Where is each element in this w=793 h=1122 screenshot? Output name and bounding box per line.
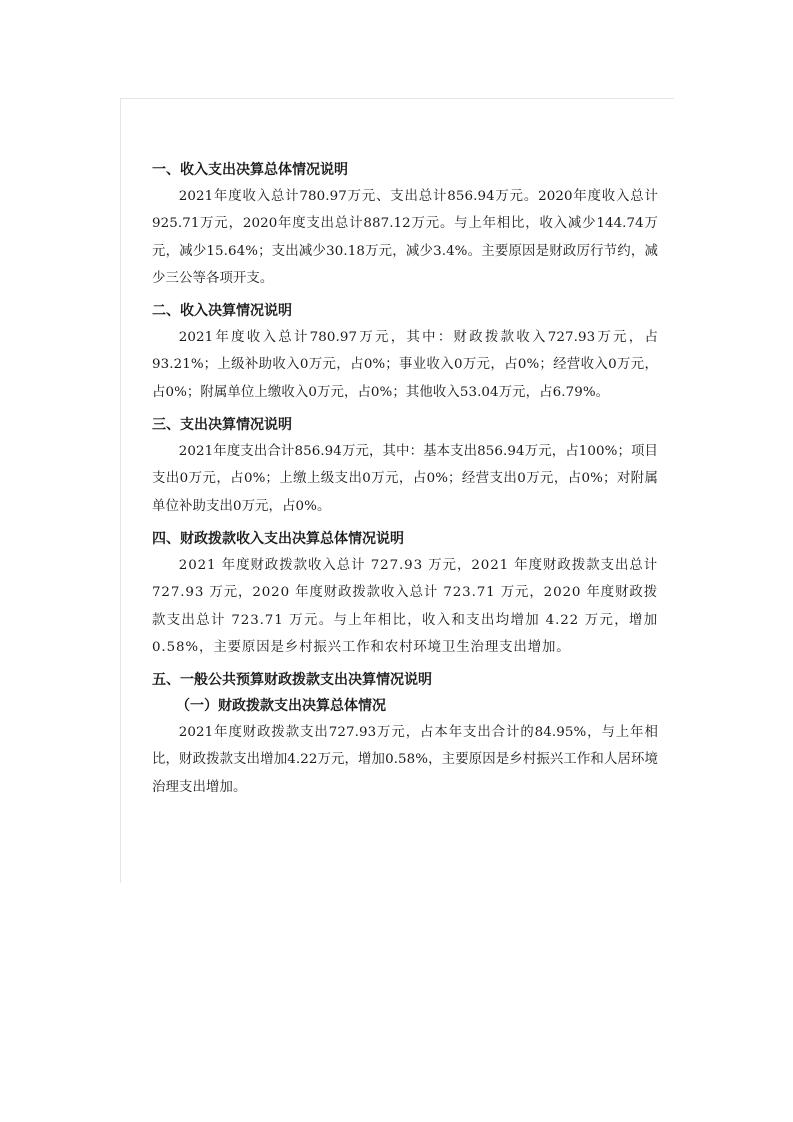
paragraph-fiscal-allocation-overview: 2021 年度财政拨款收入总计 727.93 万元，2021 年度财政拨款支出总计 727.93 万元，2020 年度财政拨款收入总计 723.71 万元，2020 年度财政拨款支出总计 723.71 万元。与上年相比，收入和支出均增加 4.22 万元，增加 0.58%，主要原因是乡村振兴工作和农村环境卫生治理支出增加。 [152, 557, 658, 655]
document-body [152, 160, 658, 810]
section-heading-general-public-budget: 五、一般公共预算财政拨款支出决算情况说明 [152, 672, 432, 689]
sub-heading-fiscal-expenditure-overview: （一）财政拨款支出决算总体情况 [176, 698, 386, 715]
section-heading-income-expenditure-overview: 一、收入支出决算总体情况说明 [152, 162, 348, 178]
section-heading-fiscal-allocation-overview: 四、财政拨款收入支出决算总体情况说明 [152, 530, 404, 547]
paragraph-fiscal-expenditure-overview: 2021年度财政拨款支出727.93万元，占本年支出合计的84.95%，与上年相比，财政拨款支出增加4.22万元，增加0.58%，主要原因是乡村振兴工作和人居环境治理支出增加。 [152, 725, 658, 795]
paragraph-income-expenditure-overview: 2021年度收入总计780.97万元、支出总计856.94万元。2020年度收入总计925.71万元，2020年度支出总计887.12万元。与上年相比，收入减少144.74万元，减少15.64%；支出减少30.18万元，减少3.4%。主要原因是财政厉行节约，减少三公等各项开支。 [152, 189, 658, 286]
section-heading-expenditure-details: 三、支出决算情况说明 [152, 417, 292, 434]
paragraph-income-details: 2021年度收入总计780.97万元，其中：财政拨款收入727.93万元，占93.21%；上级补助收入0万元，占0%；事业收入0万元，占0%；经营收入0万元，占0%；附属单位上缴收入0万元，占0%；其他收入53.04万元，占6.79%。 [152, 330, 658, 400]
section-heading-income-details: 二、收入决算情况说明 [152, 303, 292, 320]
paragraph-expenditure-details: 2021年度支出合计856.94万元，其中：基本支出856.94万元，占100%；项目支出0万元，占0%；上缴上级支出0万元，占0%；经营支出0万元，占0%；对附属单位补助支出0万元，占0%。 [152, 444, 658, 514]
